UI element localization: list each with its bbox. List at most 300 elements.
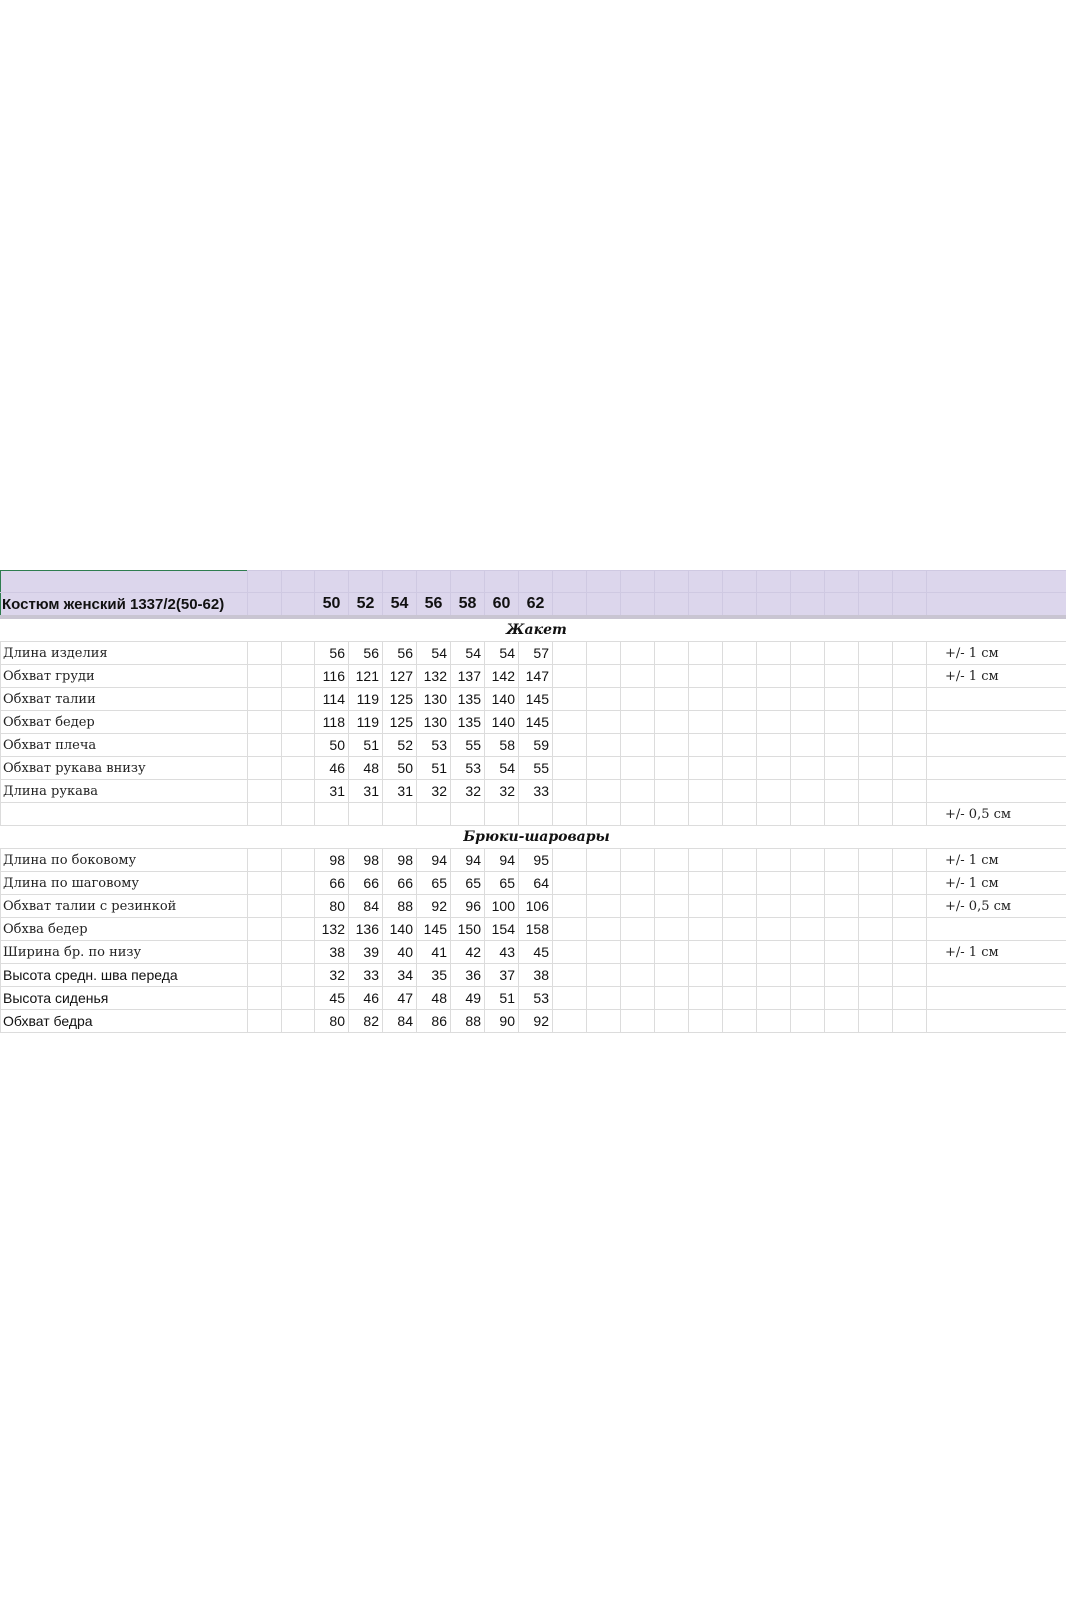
- blank-cell[interactable]: [621, 849, 655, 872]
- value-size-58[interactable]: 96: [451, 895, 485, 918]
- blank-cell[interactable]: [689, 1010, 723, 1033]
- blank-cell[interactable]: [248, 803, 282, 826]
- blank-cell[interactable]: [621, 987, 655, 1010]
- blank-cell[interactable]: [587, 665, 621, 688]
- size-header-62[interactable]: 62: [519, 593, 553, 618]
- blank-cell[interactable]: [859, 780, 893, 803]
- blank-cell[interactable]: [553, 941, 587, 964]
- value-size-54[interactable]: 88: [383, 895, 417, 918]
- blank-cell[interactable]: [553, 711, 587, 734]
- value-size-52[interactable]: 33: [349, 964, 383, 987]
- value-size-52[interactable]: 56: [349, 642, 383, 665]
- blank-cell[interactable]: [655, 642, 689, 665]
- measurement-label[interactable]: Длина по шаговому: [1, 872, 248, 895]
- blank-cell[interactable]: [553, 895, 587, 918]
- value-size-56[interactable]: 132: [417, 665, 451, 688]
- blank-cell[interactable]: [248, 688, 282, 711]
- header-blank-cell[interactable]: [315, 571, 349, 593]
- section-title[interactable]: Жакет: [1, 617, 1066, 642]
- tolerance-cell[interactable]: [927, 780, 1066, 803]
- blank-cell[interactable]: [689, 780, 723, 803]
- blank-cell[interactable]: [248, 711, 282, 734]
- value-size-50[interactable]: 45: [315, 987, 349, 1010]
- header-blank-cell[interactable]: [689, 571, 723, 593]
- blank-cell[interactable]: [791, 642, 825, 665]
- blank-cell[interactable]: [859, 918, 893, 941]
- blank-cell[interactable]: [282, 895, 315, 918]
- measurement-label[interactable]: [1, 803, 248, 826]
- value-size-58[interactable]: 135: [451, 688, 485, 711]
- value-size-58[interactable]: 36: [451, 964, 485, 987]
- tolerance-cell[interactable]: [927, 918, 1066, 941]
- value-size-52[interactable]: 51: [349, 734, 383, 757]
- size-header-52[interactable]: 52: [349, 593, 383, 618]
- blank-cell[interactable]: [825, 711, 859, 734]
- header-blank-cell[interactable]: [621, 593, 655, 618]
- value-size-56[interactable]: 53: [417, 734, 451, 757]
- blank-cell[interactable]: [791, 964, 825, 987]
- value-size-52[interactable]: 48: [349, 757, 383, 780]
- value-size-56[interactable]: 41: [417, 941, 451, 964]
- blank-cell[interactable]: [825, 872, 859, 895]
- header-blank-cell[interactable]: [757, 593, 791, 618]
- value-size-62[interactable]: 38: [519, 964, 553, 987]
- blank-cell[interactable]: [621, 757, 655, 780]
- header-blank-cell[interactable]: [927, 593, 1066, 618]
- blank-cell[interactable]: [893, 1010, 927, 1033]
- value-size-62[interactable]: 158: [519, 918, 553, 941]
- value-size-52[interactable]: 84: [349, 895, 383, 918]
- blank-cell[interactable]: [791, 803, 825, 826]
- blank-cell[interactable]: [757, 780, 791, 803]
- value-size-52[interactable]: 39: [349, 941, 383, 964]
- value-size-54[interactable]: 125: [383, 711, 417, 734]
- blank-cell[interactable]: [893, 734, 927, 757]
- blank-cell[interactable]: [791, 895, 825, 918]
- blank-cell[interactable]: [655, 964, 689, 987]
- blank-cell[interactable]: [621, 803, 655, 826]
- blank-cell[interactable]: [553, 872, 587, 895]
- blank-cell[interactable]: [248, 849, 282, 872]
- blank-cell[interactable]: [757, 803, 791, 826]
- blank-cell[interactable]: [621, 711, 655, 734]
- value-size-58[interactable]: 150: [451, 918, 485, 941]
- blank-cell[interactable]: [587, 941, 621, 964]
- tolerance-cell[interactable]: [927, 711, 1066, 734]
- blank-cell[interactable]: [723, 918, 757, 941]
- value-size-58[interactable]: 137: [451, 665, 485, 688]
- value-size-58[interactable]: 55: [451, 734, 485, 757]
- blank-cell[interactable]: [282, 849, 315, 872]
- blank-cell[interactable]: [282, 918, 315, 941]
- value-size-56[interactable]: 130: [417, 688, 451, 711]
- value-size-60[interactable]: 54: [485, 642, 519, 665]
- blank-cell[interactable]: [723, 711, 757, 734]
- blank-cell[interactable]: [893, 757, 927, 780]
- header-blank-cell[interactable]: [553, 593, 587, 618]
- blank-cell[interactable]: [757, 987, 791, 1010]
- value-size-58[interactable]: 54: [451, 642, 485, 665]
- blank-cell[interactable]: [893, 711, 927, 734]
- header-blank-cell[interactable]: [859, 593, 893, 618]
- value-size-56[interactable]: 48: [417, 987, 451, 1010]
- blank-cell[interactable]: [723, 872, 757, 895]
- blank-cell[interactable]: [655, 918, 689, 941]
- value-size-62[interactable]: 53: [519, 987, 553, 1010]
- value-size-54[interactable]: 34: [383, 964, 417, 987]
- value-size-52[interactable]: [349, 803, 383, 826]
- blank-cell[interactable]: [825, 987, 859, 1010]
- measurement-label[interactable]: Обхват талии с резинкой: [1, 895, 248, 918]
- blank-cell[interactable]: [689, 688, 723, 711]
- measurement-label[interactable]: Обхва бедер: [1, 918, 248, 941]
- blank-cell[interactable]: [621, 780, 655, 803]
- blank-cell[interactable]: [248, 918, 282, 941]
- blank-cell[interactable]: [282, 941, 315, 964]
- blank-cell[interactable]: [791, 872, 825, 895]
- blank-cell[interactable]: [248, 1010, 282, 1033]
- header-blank-cell[interactable]: [893, 571, 927, 593]
- blank-cell[interactable]: [893, 941, 927, 964]
- measurement-label[interactable]: Высота средн. шва переда: [1, 964, 248, 987]
- blank-cell[interactable]: [655, 872, 689, 895]
- header-blank-cell[interactable]: [383, 571, 417, 593]
- value-size-60[interactable]: 51: [485, 987, 519, 1010]
- blank-cell[interactable]: [553, 1010, 587, 1033]
- value-size-50[interactable]: 114: [315, 688, 349, 711]
- blank-cell[interactable]: [723, 642, 757, 665]
- value-size-50[interactable]: 50: [315, 734, 349, 757]
- value-size-60[interactable]: 65: [485, 872, 519, 895]
- value-size-52[interactable]: 98: [349, 849, 383, 872]
- value-size-62[interactable]: 57: [519, 642, 553, 665]
- blank-cell[interactable]: [282, 964, 315, 987]
- blank-cell[interactable]: [655, 757, 689, 780]
- value-size-54[interactable]: 127: [383, 665, 417, 688]
- blank-cell[interactable]: [587, 642, 621, 665]
- value-size-62[interactable]: 59: [519, 734, 553, 757]
- value-size-54[interactable]: 56: [383, 642, 417, 665]
- header-blank-cell[interactable]: [621, 571, 655, 593]
- blank-cell[interactable]: [282, 1010, 315, 1033]
- measurement-label[interactable]: Обхват бедер: [1, 711, 248, 734]
- value-size-56[interactable]: 51: [417, 757, 451, 780]
- blank-cell[interactable]: [757, 665, 791, 688]
- blank-cell[interactable]: [791, 665, 825, 688]
- blank-cell[interactable]: [689, 964, 723, 987]
- blank-cell[interactable]: [723, 757, 757, 780]
- blank-cell[interactable]: [248, 757, 282, 780]
- value-size-54[interactable]: 50: [383, 757, 417, 780]
- blank-cell[interactable]: [723, 734, 757, 757]
- value-size-58[interactable]: 94: [451, 849, 485, 872]
- measurement-label[interactable]: Обхват талии: [1, 688, 248, 711]
- blank-cell[interactable]: [553, 987, 587, 1010]
- blank-cell[interactable]: [859, 872, 893, 895]
- value-size-58[interactable]: [451, 803, 485, 826]
- blank-cell[interactable]: [248, 872, 282, 895]
- value-size-50[interactable]: 80: [315, 1010, 349, 1033]
- blank-cell[interactable]: [587, 895, 621, 918]
- blank-cell[interactable]: [655, 711, 689, 734]
- blank-cell[interactable]: [248, 665, 282, 688]
- value-size-60[interactable]: 140: [485, 688, 519, 711]
- blank-cell[interactable]: [757, 688, 791, 711]
- value-size-58[interactable]: 32: [451, 780, 485, 803]
- blank-cell[interactable]: [757, 642, 791, 665]
- value-size-50[interactable]: 56: [315, 642, 349, 665]
- blank-cell[interactable]: [553, 665, 587, 688]
- blank-cell[interactable]: [689, 941, 723, 964]
- value-size-54[interactable]: 47: [383, 987, 417, 1010]
- header-blank-cell[interactable]: [689, 593, 723, 618]
- blank-cell[interactable]: [621, 688, 655, 711]
- header-blank-cell[interactable]: [859, 571, 893, 593]
- blank-cell[interactable]: [282, 780, 315, 803]
- value-size-60[interactable]: 37: [485, 964, 519, 987]
- blank-cell[interactable]: [859, 757, 893, 780]
- blank-cell[interactable]: [893, 642, 927, 665]
- blank-cell[interactable]: [825, 734, 859, 757]
- value-size-62[interactable]: 64: [519, 872, 553, 895]
- measurement-label[interactable]: Ширина бр. по низу: [1, 941, 248, 964]
- value-size-62[interactable]: 147: [519, 665, 553, 688]
- size-header-54[interactable]: 54: [383, 593, 417, 618]
- blank-cell[interactable]: [893, 665, 927, 688]
- value-size-60[interactable]: 140: [485, 711, 519, 734]
- blank-cell[interactable]: [587, 780, 621, 803]
- size-header-56[interactable]: 56: [417, 593, 451, 618]
- blank-cell[interactable]: [621, 665, 655, 688]
- blank-cell[interactable]: [825, 665, 859, 688]
- blank-cell[interactable]: [655, 734, 689, 757]
- header-blank-cell[interactable]: [655, 593, 689, 618]
- tolerance-cell[interactable]: +/- 0,5 см: [927, 803, 1066, 826]
- tolerance-cell[interactable]: [927, 734, 1066, 757]
- blank-cell[interactable]: [282, 872, 315, 895]
- blank-cell[interactable]: [893, 987, 927, 1010]
- value-size-56[interactable]: 145: [417, 918, 451, 941]
- value-size-62[interactable]: 145: [519, 688, 553, 711]
- blank-cell[interactable]: [893, 803, 927, 826]
- value-size-56[interactable]: 54: [417, 642, 451, 665]
- blank-cell[interactable]: [893, 964, 927, 987]
- blank-cell[interactable]: [825, 642, 859, 665]
- blank-cell[interactable]: [553, 688, 587, 711]
- blank-cell[interactable]: [825, 803, 859, 826]
- blank-cell[interactable]: [621, 734, 655, 757]
- value-size-58[interactable]: 53: [451, 757, 485, 780]
- blank-cell[interactable]: [893, 872, 927, 895]
- measurement-label[interactable]: Длина по боковому: [1, 849, 248, 872]
- blank-cell[interactable]: [587, 711, 621, 734]
- value-size-60[interactable]: 90: [485, 1010, 519, 1033]
- blank-cell[interactable]: [825, 941, 859, 964]
- blank-cell[interactable]: [859, 941, 893, 964]
- value-size-50[interactable]: 38: [315, 941, 349, 964]
- header-blank-cell[interactable]: [282, 571, 315, 593]
- value-size-52[interactable]: 119: [349, 711, 383, 734]
- blank-cell[interactable]: [723, 941, 757, 964]
- blank-cell[interactable]: [248, 642, 282, 665]
- blank-cell[interactable]: [859, 964, 893, 987]
- blank-cell[interactable]: [621, 895, 655, 918]
- value-size-50[interactable]: 80: [315, 895, 349, 918]
- blank-cell[interactable]: [655, 1010, 689, 1033]
- header-blank-cell[interactable]: [655, 571, 689, 593]
- measurement-label[interactable]: Длина изделия: [1, 642, 248, 665]
- measurement-label[interactable]: Обхват плеча: [1, 734, 248, 757]
- blank-cell[interactable]: [689, 918, 723, 941]
- value-size-54[interactable]: 140: [383, 918, 417, 941]
- value-size-60[interactable]: 54: [485, 757, 519, 780]
- blank-cell[interactable]: [859, 849, 893, 872]
- tolerance-cell[interactable]: [927, 688, 1066, 711]
- blank-cell[interactable]: [893, 918, 927, 941]
- blank-cell[interactable]: [248, 780, 282, 803]
- value-size-56[interactable]: [417, 803, 451, 826]
- value-size-50[interactable]: 46: [315, 757, 349, 780]
- value-size-60[interactable]: 43: [485, 941, 519, 964]
- value-size-54[interactable]: [383, 803, 417, 826]
- blank-cell[interactable]: [689, 803, 723, 826]
- blank-cell[interactable]: [723, 1010, 757, 1033]
- blank-cell[interactable]: [791, 688, 825, 711]
- value-size-60[interactable]: 154: [485, 918, 519, 941]
- blank-cell[interactable]: [859, 1010, 893, 1033]
- header-blank-cell[interactable]: [825, 571, 859, 593]
- blank-cell[interactable]: [689, 665, 723, 688]
- blank-cell[interactable]: [859, 711, 893, 734]
- value-size-62[interactable]: 106: [519, 895, 553, 918]
- value-size-52[interactable]: 82: [349, 1010, 383, 1033]
- blank-cell[interactable]: [282, 711, 315, 734]
- blank-cell[interactable]: [723, 780, 757, 803]
- blank-cell[interactable]: [655, 941, 689, 964]
- blank-cell[interactable]: [621, 964, 655, 987]
- blank-cell[interactable]: [723, 849, 757, 872]
- size-header-50[interactable]: 50: [315, 593, 349, 618]
- blank-cell[interactable]: [655, 803, 689, 826]
- value-size-58[interactable]: 65: [451, 872, 485, 895]
- measurement-label[interactable]: Длина рукава: [1, 780, 248, 803]
- value-size-62[interactable]: 45: [519, 941, 553, 964]
- blank-cell[interactable]: [757, 734, 791, 757]
- header-blank-cell[interactable]: [553, 571, 587, 593]
- value-size-62[interactable]: [519, 803, 553, 826]
- blank-cell[interactable]: [655, 987, 689, 1010]
- blank-cell[interactable]: [825, 1010, 859, 1033]
- value-size-62[interactable]: 55: [519, 757, 553, 780]
- value-size-50[interactable]: 132: [315, 918, 349, 941]
- section-title[interactable]: Брюки-шаровары: [1, 826, 1066, 849]
- title-cell-top[interactable]: [1, 571, 248, 593]
- measurement-label[interactable]: Обхват груди: [1, 665, 248, 688]
- header-blank-cell[interactable]: [587, 593, 621, 618]
- blank-cell[interactable]: [825, 688, 859, 711]
- blank-cell[interactable]: [859, 987, 893, 1010]
- blank-cell[interactable]: [893, 849, 927, 872]
- blank-cell[interactable]: [723, 803, 757, 826]
- header-blank-cell[interactable]: [417, 571, 451, 593]
- blank-cell[interactable]: [587, 1010, 621, 1033]
- tolerance-cell[interactable]: [927, 1010, 1066, 1033]
- blank-cell[interactable]: [553, 964, 587, 987]
- value-size-50[interactable]: [315, 803, 349, 826]
- value-size-58[interactable]: 49: [451, 987, 485, 1010]
- blank-cell[interactable]: [621, 872, 655, 895]
- blank-cell[interactable]: [282, 803, 315, 826]
- blank-cell[interactable]: [587, 987, 621, 1010]
- value-size-54[interactable]: 40: [383, 941, 417, 964]
- header-blank-cell[interactable]: [248, 571, 282, 593]
- tolerance-cell[interactable]: +/- 1 см: [927, 849, 1066, 872]
- value-size-54[interactable]: 98: [383, 849, 417, 872]
- blank-cell[interactable]: [791, 918, 825, 941]
- blank-cell[interactable]: [655, 665, 689, 688]
- value-size-52[interactable]: 66: [349, 872, 383, 895]
- value-size-52[interactable]: 46: [349, 987, 383, 1010]
- blank-cell[interactable]: [689, 895, 723, 918]
- blank-cell[interactable]: [757, 941, 791, 964]
- value-size-56[interactable]: 130: [417, 711, 451, 734]
- header-blank-cell[interactable]: [893, 593, 927, 618]
- blank-cell[interactable]: [553, 757, 587, 780]
- header-blank-cell[interactable]: [485, 571, 519, 593]
- value-size-60[interactable]: 58: [485, 734, 519, 757]
- blank-cell[interactable]: [859, 803, 893, 826]
- value-size-58[interactable]: 42: [451, 941, 485, 964]
- header-blank-cell[interactable]: [451, 571, 485, 593]
- tolerance-cell[interactable]: [927, 757, 1066, 780]
- blank-cell[interactable]: [587, 849, 621, 872]
- blank-cell[interactable]: [553, 918, 587, 941]
- blank-cell[interactable]: [655, 688, 689, 711]
- value-size-60[interactable]: 100: [485, 895, 519, 918]
- blank-cell[interactable]: [859, 665, 893, 688]
- blank-cell[interactable]: [621, 1010, 655, 1033]
- blank-cell[interactable]: [621, 941, 655, 964]
- blank-cell[interactable]: [859, 688, 893, 711]
- blank-cell[interactable]: [723, 987, 757, 1010]
- blank-cell[interactable]: [757, 964, 791, 987]
- blank-cell[interactable]: [248, 987, 282, 1010]
- blank-cell[interactable]: [553, 803, 587, 826]
- blank-cell[interactable]: [621, 918, 655, 941]
- header-blank-cell[interactable]: [927, 571, 1066, 593]
- blank-cell[interactable]: [282, 688, 315, 711]
- value-size-52[interactable]: 31: [349, 780, 383, 803]
- blank-cell[interactable]: [587, 734, 621, 757]
- blank-cell[interactable]: [825, 757, 859, 780]
- tolerance-cell[interactable]: +/- 1 см: [927, 665, 1066, 688]
- blank-cell[interactable]: [825, 918, 859, 941]
- blank-cell[interactable]: [587, 688, 621, 711]
- value-size-56[interactable]: 92: [417, 895, 451, 918]
- blank-cell[interactable]: [689, 872, 723, 895]
- value-size-54[interactable]: 84: [383, 1010, 417, 1033]
- value-size-50[interactable]: 66: [315, 872, 349, 895]
- value-size-62[interactable]: 145: [519, 711, 553, 734]
- value-size-62[interactable]: 33: [519, 780, 553, 803]
- blank-cell[interactable]: [757, 895, 791, 918]
- blank-cell[interactable]: [723, 665, 757, 688]
- blank-cell[interactable]: [655, 895, 689, 918]
- value-size-56[interactable]: 86: [417, 1010, 451, 1033]
- blank-cell[interactable]: [825, 780, 859, 803]
- value-size-54[interactable]: 66: [383, 872, 417, 895]
- blank-cell[interactable]: [282, 665, 315, 688]
